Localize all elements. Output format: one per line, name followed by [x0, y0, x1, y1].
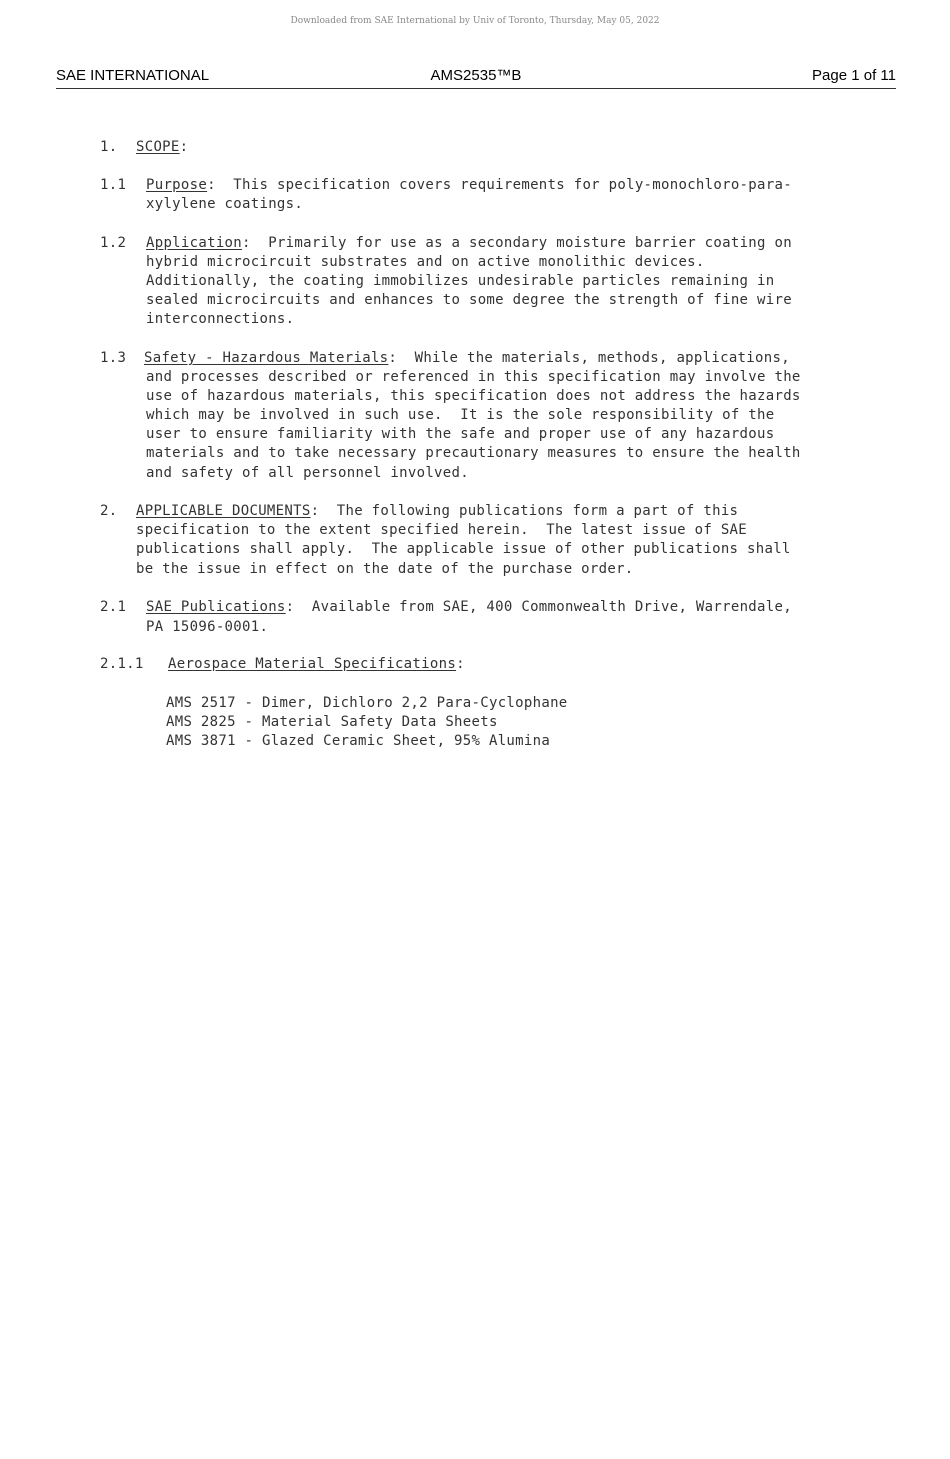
- paragraph-text: : This specification covers requirements for poly-monochloro-para-: [207, 177, 792, 193]
- section-heading: [168, 655, 465, 674]
- section-number: 1.3: [100, 350, 127, 366]
- paragraph-line: xylylene coatings.: [146, 196, 304, 212]
- paragraph-line: hybrid microcircuit substrates and on active monolithic devices.: [146, 254, 705, 270]
- paragraph-line: and processes described or referenced in this specification may involve the: [146, 369, 801, 385]
- paragraph-line: [146, 176, 792, 195]
- section-title: Purpose: [146, 177, 208, 193]
- paragraph-line: Additionally, the coating immobilizes undesirable particles remaining in: [146, 273, 775, 289]
- paragraph-line: sealed microcircuits and enhances to some degree the strength of fine wire: [146, 292, 792, 308]
- section-title: Aerospace Material Specifications: [168, 656, 457, 672]
- paragraph-line: materials and to take necessary precautionary measures to ensure the health: [146, 445, 801, 461]
- section-title: APPLICABLE DOCUMENTS: [136, 503, 311, 519]
- paragraph-line: publications shall apply. The applicable issue of other publications shall: [136, 541, 791, 557]
- paragraph-line: use of hazardous materials, this specification does not address the hazards: [146, 388, 801, 404]
- paragraph-line: specification to the extent specified herein. The latest issue of SAE: [136, 522, 748, 538]
- spec-list-item: AMS 3871 - Glazed Ceramic Sheet, 95% Alumina: [166, 733, 551, 749]
- paragraph-line: be the issue in effect on the date of the purchase order.: [136, 561, 634, 577]
- section-number: 1.1: [100, 177, 127, 193]
- section-title: SCOPE: [136, 139, 180, 155]
- paragraph-line: interconnections.: [146, 311, 295, 327]
- section-number: 2.1.1: [100, 656, 144, 672]
- section-number: 2.1: [100, 599, 127, 615]
- section-title: SAE Publications: [146, 599, 286, 615]
- heading-colon: :: [179, 139, 189, 155]
- section-number: 2.: [100, 503, 118, 519]
- paragraph-line: which may be involved in such use. It is the sole responsibility of the: [146, 407, 775, 423]
- paragraph-text: : Primarily for use as a secondary moisture barrier coating on: [242, 235, 792, 251]
- section-title: Application: [146, 235, 243, 251]
- paragraph-line: user to ensure familiarity with the safe and proper use of any hazardous: [146, 426, 775, 442]
- paragraph-text: : Available from SAE, 400 Commonwealth Drive, Warrendale,: [285, 599, 792, 615]
- paragraph-line: PA 15096-0001.: [146, 619, 269, 635]
- paragraph-text: : While the materials, methods, applications,: [388, 350, 790, 366]
- page-number: Page 1 of 11: [812, 67, 896, 84]
- section-heading: [136, 138, 188, 157]
- paragraph-line: [146, 598, 792, 617]
- paragraph-text: : The following publications form a part of this: [310, 503, 739, 519]
- section-2-1-1: [0, 656, 950, 1421]
- section-title: Safety - Hazardous Materials: [144, 350, 389, 366]
- paragraph-line: and safety of all personnel involved.: [146, 465, 469, 481]
- section-number: 1.: [100, 139, 118, 155]
- spec-list-item: AMS 2517 - Dimer, Dichloro 2,2 Para-Cyclophane: [166, 695, 568, 711]
- section-number: 1.2: [100, 235, 127, 251]
- download-watermark: Downloaded from SAE International by Univ of Toronto, Thursday, May 05, 2022: [290, 16, 660, 26]
- paragraph-line: [144, 349, 790, 368]
- paragraph-line: [136, 502, 738, 521]
- spec-list-item: AMS 2825 - Material Safety Data Sheets: [166, 714, 498, 730]
- document-number: AMS2535™B: [430, 67, 522, 84]
- paragraph-line: [146, 234, 792, 253]
- page-header: [56, 66, 896, 89]
- organization-name: SAE INTERNATIONAL: [56, 67, 210, 84]
- heading-colon: :: [456, 656, 465, 672]
